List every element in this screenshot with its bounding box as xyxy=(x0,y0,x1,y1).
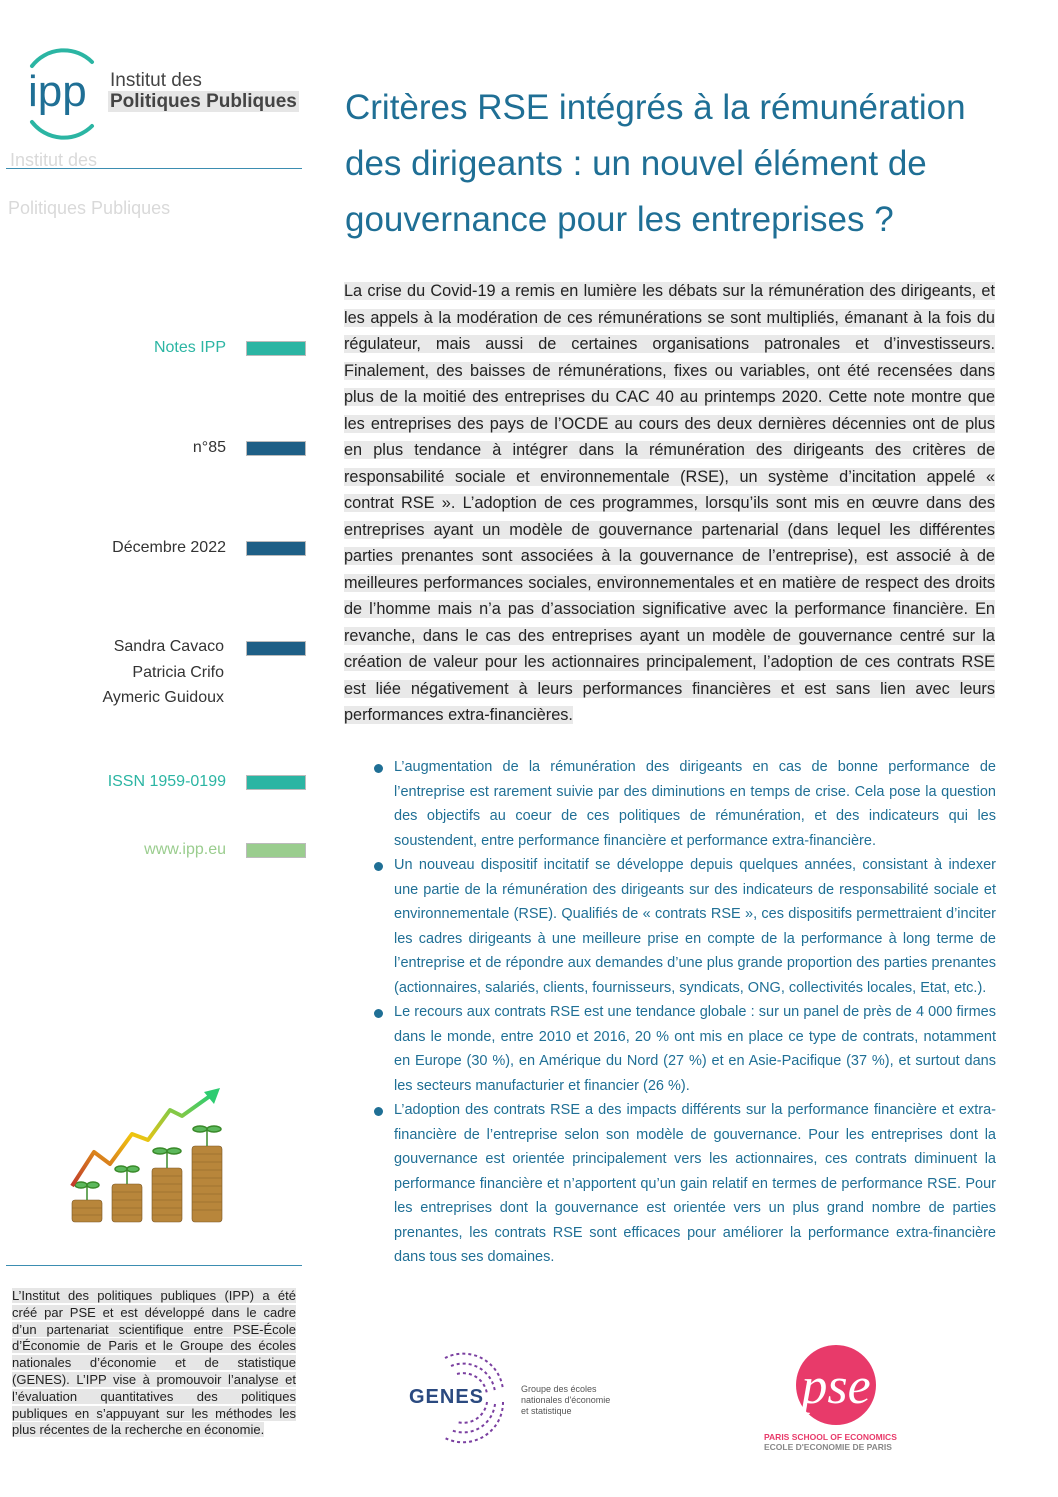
author-name: Aymeric Guidoux xyxy=(102,689,224,706)
pse-logo-mark xyxy=(764,1345,914,1435)
website-bar xyxy=(246,843,306,858)
key-point xyxy=(374,853,996,1000)
ghost-text: Politiques Publiques xyxy=(8,198,171,218)
bullet-icon xyxy=(374,1009,383,1018)
pse-name-fr: ECOLE D'ECONOMIE DE PARIS xyxy=(764,1442,892,1452)
about-ipp-paragraph xyxy=(12,1288,296,1439)
number-bar xyxy=(246,441,306,456)
key-point-text: L’augmentation de la rémunération des dirigeants en cas de bonne performance de l’entreprise est rarement suivie par des diminutions en temps de crise. Cela pose la question des objectifs au coeur de ces politiques de rémunération, et des indicateurs qui les soustendent, entre performance financière et performance extra-financière. xyxy=(394,759,996,849)
key-point xyxy=(374,755,996,853)
key-point-text: L’adoption des contrats RSE a des impacts différents sur la performance financière et extra-financière de l’entreprise selon son modèle de gouvernance. Pour les entreprises dont la gouvernance est orientée principalement vers les actionnaires, ces contrats diminuent la performance financière et n’apportent qu’un gain relatif en termes de performance RSE. Pour les entreprises dont la gouvernance est orientée vers un plus grand nombre de parties prenantes, les contrats RSE sont efficaces pour améliorer la performance extra-financière dans tous ses domaines. xyxy=(394,1102,996,1265)
svg-text:pse: pse xyxy=(801,1358,871,1415)
note-number: n°85 xyxy=(192,439,226,456)
genes-desc-line: et statistique xyxy=(521,1406,572,1416)
series-row xyxy=(0,336,310,360)
genes-wordmark: GENES xyxy=(409,1386,485,1408)
date-row xyxy=(0,536,310,560)
ipp-logo xyxy=(22,44,312,144)
issn-row xyxy=(0,770,310,794)
key-point-text: Le recours aux contrats RSE est une tendance globale : sur un panel de près de 4 000 firmes dans le monde, entre 2010 et 2016, 20 % ont mis en place ce type de contrats, notamment en Europe (30 %), en Amérique du Nord (27 %) et en Asie-Pacifique (37 %), et surtout dans les secteurs manufacturier et financier (26 %). xyxy=(394,1004,996,1094)
bullet-icon xyxy=(374,764,383,773)
publication-date: Décembre 2022 xyxy=(112,539,226,556)
number-row xyxy=(0,436,310,460)
logo-line-1: Institut des xyxy=(110,70,202,91)
website-row xyxy=(0,838,310,862)
issn-bar xyxy=(246,775,306,790)
logo-line-2: Politiques Publiques xyxy=(110,91,297,112)
sidebar-divider-bottom xyxy=(6,1265,302,1266)
pse-logo xyxy=(764,1345,914,1455)
key-point xyxy=(374,1000,996,1098)
ghost-text: Institut des xyxy=(10,150,98,170)
genes-description xyxy=(521,1384,610,1417)
logo-abbr: ipp xyxy=(28,67,87,116)
key-point-text: Un nouveau dispositif incitatif se développe depuis quelques années, consistant à indexer une partie de la rémunération des dirigeants sur des indicateurs de responsabilité sociale et environnementale (RSE). Qualifiés de « contrats RSE », ces dispositifs permettraient d’inciter les cadres dirigeants à une meilleure prise en compte de la performance à long terme de l’entreprise et de répondre aux demandes d’une plus grande proportion des parties prenantes (actionnaires, salariés, clients, fournisseurs, syndicats, ONG, collectivités locales, Etat, etc.). xyxy=(394,857,996,996)
authors-bar xyxy=(246,641,306,656)
author-name: Sandra Cavaco xyxy=(113,638,224,655)
author-name: Patricia Crifo xyxy=(132,664,224,681)
abstract-paragraph xyxy=(344,278,995,729)
abstract-text: La crise du Covid-19 a remis en lumière les débats sur la rémunération des dirigeants, et les appels à la modération de ces rémunérations se sont multipliés, émanant à la fois du régulateur, mais aussi de certaines organisations patronales et d’investisseurs. Finalement, des baisses de rémunérations, fixes ou variables, ont été recensées dans plus de la moitié des entreprises du CAC 40 au printemps 2020. Cette note montre que les entreprises des pays de l’OCDE au cours des deux dernières décennies ont de plus en plus tendance à intégrer dans la rémunération des dirigeants des critères de responsabilité sociale et environnementale (RSE), un système d’incitation appelé « contrat RSE ». L’adoption de ces programmes, lorsqu’ils sont mis en œuvre dans des entreprises ayant un modèle de gouvernance partenarial (dans lequel les différentes parties prenantes sont associées à la gouvernance de l’entreprise), est associé à de meilleures performances sociales, environnementales et en matière de respect des droits de l’homme mais n’a pas d’association significative avec la performance financière. En revanche, dans le cas des entreprises ayant un modèle de gouvernance centré sur la création de valeur pour les actionnaires principalement, l’adoption de ces contrats RSE est liée négativement à leurs performances financières et est sans lien avec leurs performances extra-financières. xyxy=(344,282,995,724)
series-bar xyxy=(246,341,306,356)
coins-growth-illustration xyxy=(62,1082,262,1232)
issn: ISSN 1959-0199 xyxy=(107,773,226,790)
bullet-icon xyxy=(374,862,383,871)
bullet-icon xyxy=(374,1107,383,1116)
date-bar xyxy=(246,541,306,556)
page-title: Critères RSE intégrés à la rémunération des dirigeants : un nouvel élément de gouvernance pour les entreprises ? xyxy=(345,88,966,239)
pse-name-en: PARIS SCHOOL OF ECONOMICS xyxy=(764,1432,897,1442)
series-label: Notes IPP xyxy=(153,339,226,356)
about-text: L’Institut des politiques publiques (IPP) a été créé par PSE et est développé dans le cadre d’un partenariat scientifique entre PSE-École d’Économie de Paris et le Groupe des écoles nationales d’économie et de statistique (GENES). L’IPP vise à promouvoir l’analyse et l’évaluation quantitatives des politiques publiques en s’appuyant sur les méthodes les plus récentes de la recherche en économie. xyxy=(12,1288,296,1438)
key-points-list xyxy=(374,755,996,1270)
ipp-logo-mark xyxy=(22,44,112,144)
genes-desc-line: Groupe des écoles xyxy=(521,1384,597,1394)
website-link[interactable]: www.ipp.eu xyxy=(144,841,226,858)
key-point xyxy=(374,1098,996,1270)
sidebar-divider-top xyxy=(6,168,302,169)
genes-logo xyxy=(405,1350,625,1445)
genes-desc-line: nationales d'économie xyxy=(521,1395,611,1405)
